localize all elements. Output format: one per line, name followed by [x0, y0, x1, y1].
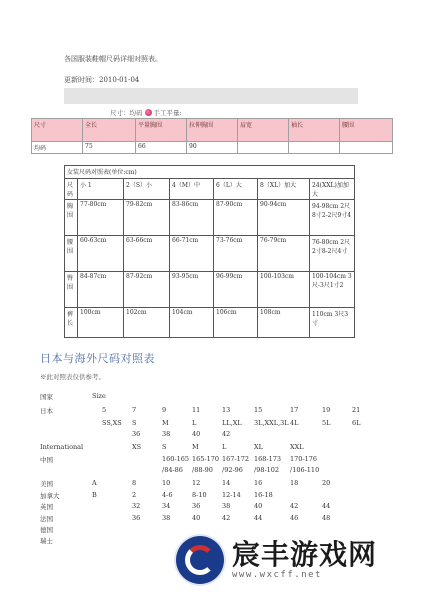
- grid-cell: A: [92, 479, 97, 487]
- grid-row-label: 英国: [40, 503, 53, 511]
- grid-cell: 2: [132, 491, 137, 499]
- grid-row-label: 日本: [40, 407, 53, 415]
- watermark-brand: 宸丰游戏网: [232, 538, 378, 571]
- table-cell: 100cm: [78, 308, 124, 338]
- grid-cell: 165-170: [192, 455, 220, 463]
- grid-cell: SS,XS: [102, 419, 122, 427]
- grid-cell: /88-90: [192, 466, 213, 474]
- table-header-row: [65, 179, 355, 200]
- grid-cell: 42: [222, 514, 231, 522]
- table-row: [65, 308, 355, 338]
- table-cell: 66: [136, 142, 187, 154]
- grid-cell: M: [192, 443, 199, 451]
- grid-cell: 40: [192, 430, 201, 438]
- table-cell: 100-104cm 3尺-3尺1寸2: [310, 272, 355, 308]
- size-line-text: 尺寸：均码: [110, 109, 143, 117]
- grid-cell: 36: [132, 514, 141, 522]
- japan-size-grid: [40, 392, 380, 545]
- grid-cell: L: [192, 419, 197, 427]
- grid-cell: XS: [132, 443, 142, 451]
- grid-cell: S: [162, 443, 167, 451]
- table-cell: 66-71cm: [170, 236, 214, 272]
- grid-cell: XXL: [290, 443, 304, 451]
- grid-cell: LL,XL: [222, 419, 242, 427]
- header-cell: 8（XL）加大: [258, 179, 310, 200]
- grid-cell: Size: [92, 392, 106, 400]
- table-cell: 腰围: [65, 236, 78, 272]
- grid-cell: L: [222, 443, 227, 451]
- header-cell: 小 1: [78, 179, 124, 200]
- table-cell: 裤长: [65, 308, 78, 338]
- grid-cell: 40: [192, 514, 201, 522]
- grid-cell: 48: [322, 514, 331, 522]
- grid-cell: 19: [322, 406, 331, 414]
- header-cell: 24(XXL)加加大: [310, 179, 355, 200]
- grid-row-label: 法国: [40, 515, 53, 523]
- table-cell: 100-103cm: [258, 272, 310, 308]
- table-cell: 104cm: [170, 308, 214, 338]
- table-cell: 63-66cm: [124, 236, 170, 272]
- table-cell: 106cm: [214, 308, 258, 338]
- grid-cell: 36: [132, 430, 141, 438]
- grid-cell: 13: [222, 406, 231, 414]
- grid-cell: 40: [254, 502, 263, 510]
- grid-cell: 5: [102, 406, 107, 414]
- table-cell: 110cm 3尺3寸: [310, 308, 355, 338]
- grid-cell: 18: [290, 479, 299, 487]
- grid-cell: 20: [322, 479, 331, 487]
- japan-table-title: 日本与海外尺码对照表: [40, 352, 155, 365]
- measurement-table: [31, 118, 393, 154]
- grid-row-label: 国家: [40, 393, 53, 401]
- grid-row-label: International: [40, 443, 84, 451]
- grid-cell: 7: [132, 406, 137, 414]
- table-cell: [238, 142, 289, 154]
- header-cell: 4（M）中: [170, 179, 214, 200]
- grid-cell: 34: [162, 502, 171, 510]
- grid-cell: 12: [192, 479, 201, 487]
- grid-cell: 8-10: [192, 491, 207, 499]
- table-row: [32, 142, 393, 154]
- grid-cell: 16-18: [254, 491, 273, 499]
- table-cell: 84-87cm: [78, 272, 124, 308]
- table-cell: [289, 142, 340, 154]
- grid-cell: /98-102: [254, 466, 280, 474]
- header-cell: 平量胸围: [136, 119, 187, 142]
- grid-cell: 38: [222, 502, 231, 510]
- grid-cell: 5L: [322, 419, 331, 427]
- grid-cell: 6L: [352, 419, 361, 427]
- grid-cell: 170-176: [290, 455, 318, 463]
- header-cell: 2（S）小: [124, 179, 170, 200]
- grid-cell: 21: [352, 406, 361, 414]
- header-cell: 6（L）大: [214, 179, 258, 200]
- grid-cell: 32: [132, 502, 141, 510]
- grid-cell: 12-14: [222, 491, 241, 499]
- rose-icon: [145, 109, 152, 116]
- grid-cell: M: [162, 419, 169, 427]
- watermark-url: www.wxcff.net: [232, 570, 322, 580]
- header-cell: 袖长: [289, 119, 340, 142]
- table-cell: 108cm: [258, 308, 310, 338]
- grid-cell: 168-173: [254, 455, 282, 463]
- grid-row-label: 德国: [40, 526, 53, 534]
- table-cell: 83-86cm: [170, 200, 214, 236]
- table-row: [65, 200, 355, 236]
- table-cell: 96-99cm: [214, 272, 258, 308]
- table-cell: 75: [83, 142, 136, 154]
- women-size-table: [64, 165, 355, 338]
- table-row: [65, 272, 355, 308]
- header-cell: 全长: [83, 119, 136, 142]
- grid-cell: B: [92, 491, 97, 499]
- grid-cell: 3L,XXL,3L: [254, 419, 289, 427]
- grid-cell: XL: [254, 443, 263, 451]
- grid-cell: /92-96: [222, 466, 243, 474]
- japan-table-note: ※此对照表仅供参考。: [40, 373, 105, 381]
- table-cell: 79-82cm: [124, 200, 170, 236]
- grid-row-label: 加拿大: [40, 492, 60, 500]
- grid-cell: 38: [162, 514, 171, 522]
- grid-cell: 4L: [290, 419, 299, 427]
- grid-cell: 46: [290, 514, 299, 522]
- update-date: 更新时间：2010-01-04: [64, 76, 140, 84]
- doc-title: 各国服装鞋帽尺码详细对照表。: [64, 55, 162, 63]
- table-cell: 87-92cm: [124, 272, 170, 308]
- table-cell: 90: [187, 142, 238, 154]
- table-cell: 94-98cm 2尺8寸2-2尺9寸4: [310, 200, 355, 236]
- size-line: [110, 108, 182, 117]
- size-line-suffix: 手工平量:: [153, 109, 182, 117]
- table-cell: 93-95cm: [170, 272, 214, 308]
- grid-cell: 9: [162, 406, 167, 414]
- grid-cell: 11: [192, 406, 201, 414]
- grid-row-label: 中国: [40, 456, 53, 464]
- table-cell: 73-76cm: [214, 236, 258, 272]
- table-cell: 胸围: [65, 200, 78, 236]
- table-cell: 77-80cm: [78, 200, 124, 236]
- grid-cell: 4-6: [162, 491, 173, 499]
- watermark: [176, 536, 377, 584]
- table-cell: 87-90cm: [214, 200, 258, 236]
- grid-cell: 167-172: [222, 455, 250, 463]
- table-cell: 90-94cm: [258, 200, 310, 236]
- table-cell: 60-63cm: [78, 236, 124, 272]
- table-cell: 臀围: [65, 272, 78, 308]
- table-cell: 76-79cm: [258, 236, 310, 272]
- header-cell: 尺寸: [32, 119, 83, 142]
- grid-cell: 17: [290, 406, 299, 414]
- grid-cell: /84-86: [162, 466, 183, 474]
- header-cell: 尺码: [65, 179, 78, 200]
- header-cell: 拉伸胸围: [187, 119, 238, 142]
- table-caption: 女装尺码对照表(单位:cm): [65, 166, 355, 179]
- table-cell: 均码: [32, 142, 83, 154]
- grid-cell: 10: [162, 479, 171, 487]
- grid-cell: 8: [132, 479, 137, 487]
- swirl-logo-icon: [176, 536, 224, 584]
- table-cell: 76-80cm 2尺2寸8-2尺4寸: [310, 236, 355, 272]
- grid-row-label: 瑞士: [40, 537, 53, 545]
- grid-cell: S: [132, 419, 137, 427]
- gray-banner: [64, 88, 358, 104]
- grid-cell: 44: [254, 514, 263, 522]
- grid-cell: 160-165: [162, 455, 190, 463]
- grid-row-label: 美国: [40, 480, 53, 488]
- table-cell: [340, 142, 393, 154]
- header-cell: 腰围: [340, 119, 393, 142]
- table-cell: 102cm: [124, 308, 170, 338]
- grid-cell: 36: [192, 502, 201, 510]
- grid-cell: 15: [254, 406, 263, 414]
- grid-cell: 44: [322, 502, 331, 510]
- grid-cell: 38: [162, 430, 171, 438]
- grid-cell: 16: [254, 479, 263, 487]
- grid-cell: 14: [222, 479, 231, 487]
- grid-cell: 42: [222, 430, 231, 438]
- header-cell: 肩宽: [238, 119, 289, 142]
- table-row: [65, 236, 355, 272]
- grid-cell: /106-110: [290, 466, 320, 474]
- grid-cell: 42: [290, 502, 299, 510]
